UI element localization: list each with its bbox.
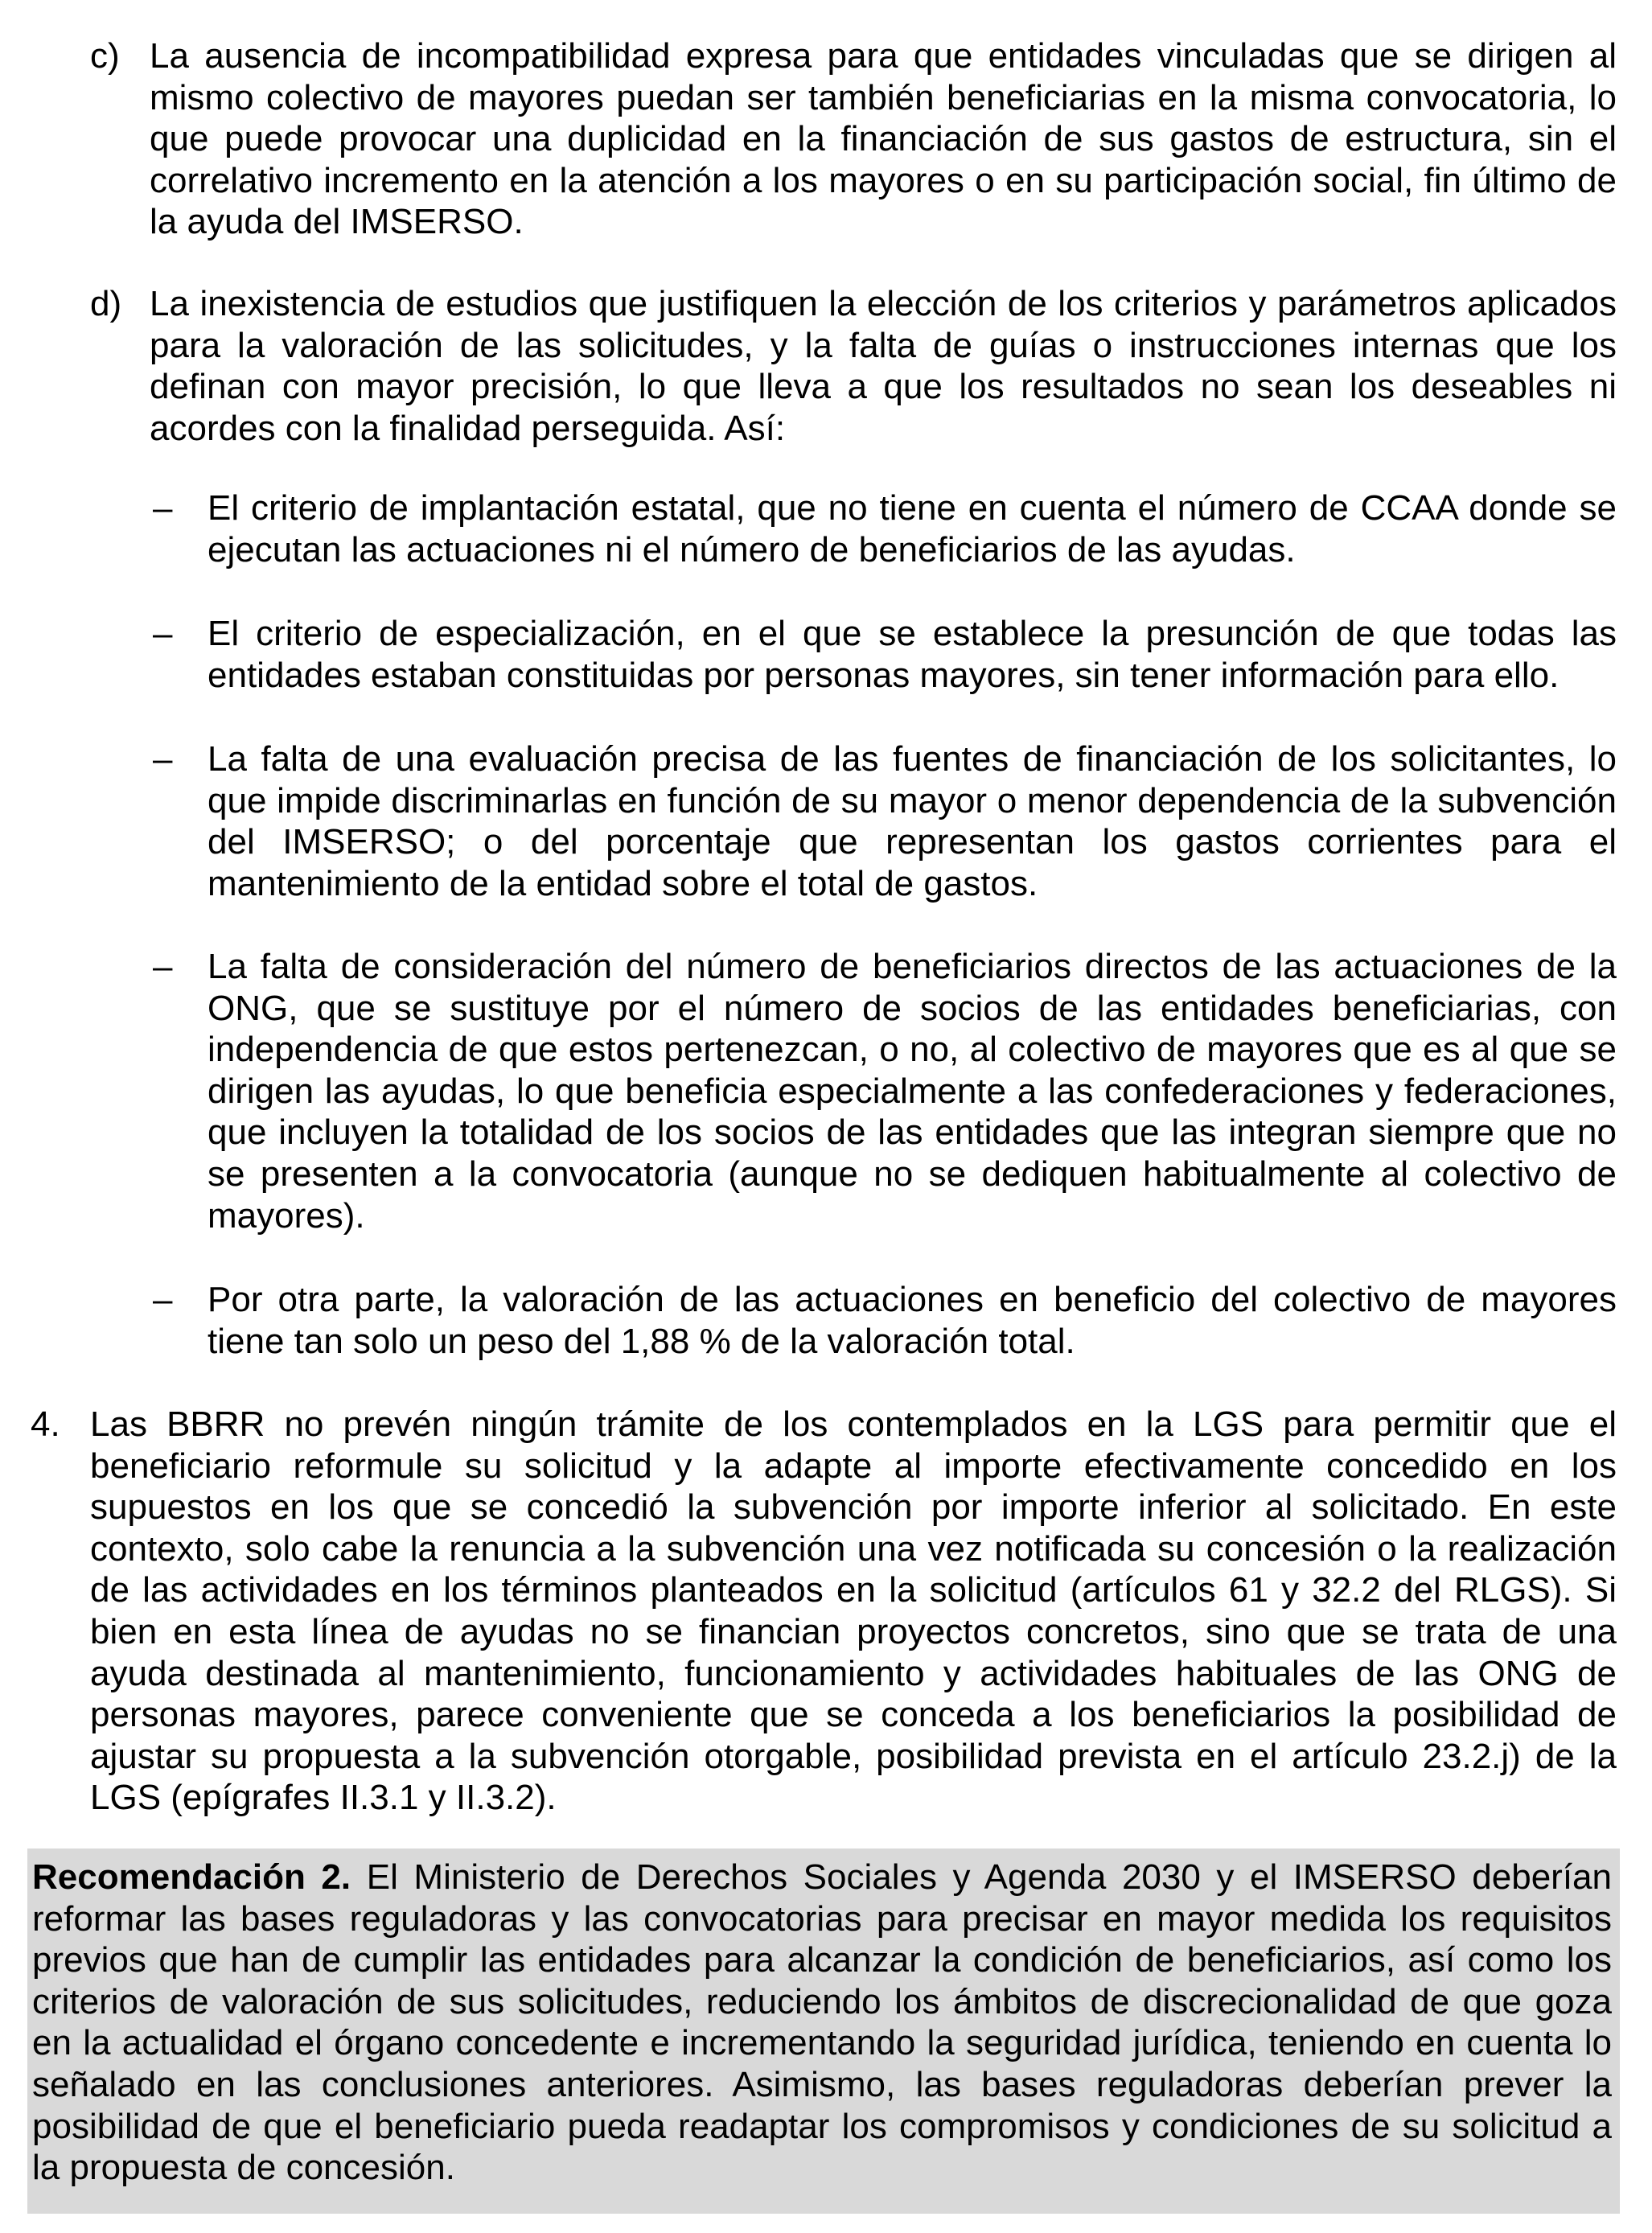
list-item-4: Las BBRR no prevén ningún trámite de los contemplados en la LGS para permitir que el beneficiario reformule su solicitud y la adapte al importe efectivamente concedido en los supuestos en los que se concedió la subvención por importe inferior al solicitado. En este contexto, solo cabe la renuncia a la subvención una vez notificada su concesión o la realización de las actividades en los términos planteados en la solicitud (artículos 61 y 32.2 del RLGS). Si bien en esta línea de ayudas no se financian proyectos concretos, sino que se trata de una ayuda destinada al mantenimiento, funcionamiento y actividades habituales de las ONG de personas mayores, parece conveniente que se conceda a los beneficiarios la posibilidad de ajustar su propuesta a la subvención otorgable, posibilidad prevista en el artículo 23.2.j) de la LGS (epígrafes II.3.1 y II.3.2). <box>90 1404 1617 1818</box>
dash-marker: – <box>153 947 173 986</box>
list-marker-4: 4. <box>31 1404 60 1444</box>
dash-marker: – <box>153 1280 173 1319</box>
list-marker-d: d) <box>90 284 122 323</box>
sub-item-beneficiarios: La falta de consideración del número de beneficiarios directos de las actuaciones de la ONG, que se sustituye por el número de socios de las entidades beneficiarias, con independencia de que estos pertenezcan, o no, al colectivo de mayores que es al que se dirigen las ayudas, lo que beneficia especialmente a las confederaciones y federaciones, que incluyen la totalidad de los socios de las entidades que las integran siempre que no se presenten a la convocatoria (aunque no se dediquen habitualmente al colectivo de mayores). <box>208 947 1617 1236</box>
sub-item-financiacion: La falta de una evaluación precisa de las fuentes de financiación de los solicitantes, lo que impide discriminarlas en función de su mayor o menor dependencia de la subvención del IMSERSO; o del porcentaje que representan los gastos corrientes para el mantenimiento de la entidad sobre el total de gastos. <box>208 739 1617 903</box>
list-marker-c: c) <box>90 36 120 76</box>
recommendation-text: El Ministerio de Derechos Sociales y Agenda 2030 y el IMSERSO deberían reformar las bases reguladoras y las convocatorias para precisar en mayor medida los requisitos previos que han de cumplir las entidades para alcanzar la condición de beneficiarios, así como los criterios de valoración de sus solicitudes, reduciendo los ámbitos de discrecionalidad de que goza en la actualidad el órgano concedente e incrementando la seguridad jurídica, teniendo en cuenta lo señalado en las conclusiones anteriores. Asimismo, las bases reguladoras deberían prever la posibilidad de que el beneficiario pueda readaptar los compromisos y condiciones de su solicitud a la propuesta de concesión. <box>32 1857 1613 2188</box>
list-item-d: La inexistencia de estudios que justifiquen la elección de los criterios y parámetros aplicados para la valoración de las solicitudes, y la falta de guías o instrucciones internas que los definan con mayor precisión, lo que lleva a que los resultados no sean los deseables ni acordes con la finalidad perseguida. Así: <box>150 284 1617 448</box>
dash-marker: – <box>153 614 173 653</box>
recommendation-paragraph <box>32 1857 1612 2189</box>
sub-item-implantacion: El criterio de implantación estatal, que no tiene en cuenta el número de CCAA donde se ejecutan las actuaciones ni el número de beneficiarios de las ayudas. <box>208 488 1617 570</box>
sub-item-valoracion: Por otra parte, la valoración de las actuaciones en beneficio del colectivo de mayores tiene tan solo un peso del 1,88 % de la valoración total. <box>208 1280 1617 1361</box>
dash-marker: – <box>153 739 173 779</box>
recommendation-title: Recomendación 2. <box>32 1857 351 1897</box>
list-item-c: La ausencia de incompatibilidad expresa para que entidades vinculadas que se dirigen al mismo colectivo de mayores puedan ser también beneficiarias en la misma convocatoria, lo que puede provocar una duplicidad en la financiación de sus gastos de estructura, sin el correlativo incremento en la atención a los mayores o en su participación social, fin último de la ayuda del IMSERSO. <box>150 36 1617 242</box>
dash-marker: – <box>153 488 173 528</box>
sub-item-especializacion: El criterio de especialización, en el que se establece la presunción de que todas las entidades estaban constituidas por personas mayores, sin tener información para ello. <box>208 614 1617 695</box>
